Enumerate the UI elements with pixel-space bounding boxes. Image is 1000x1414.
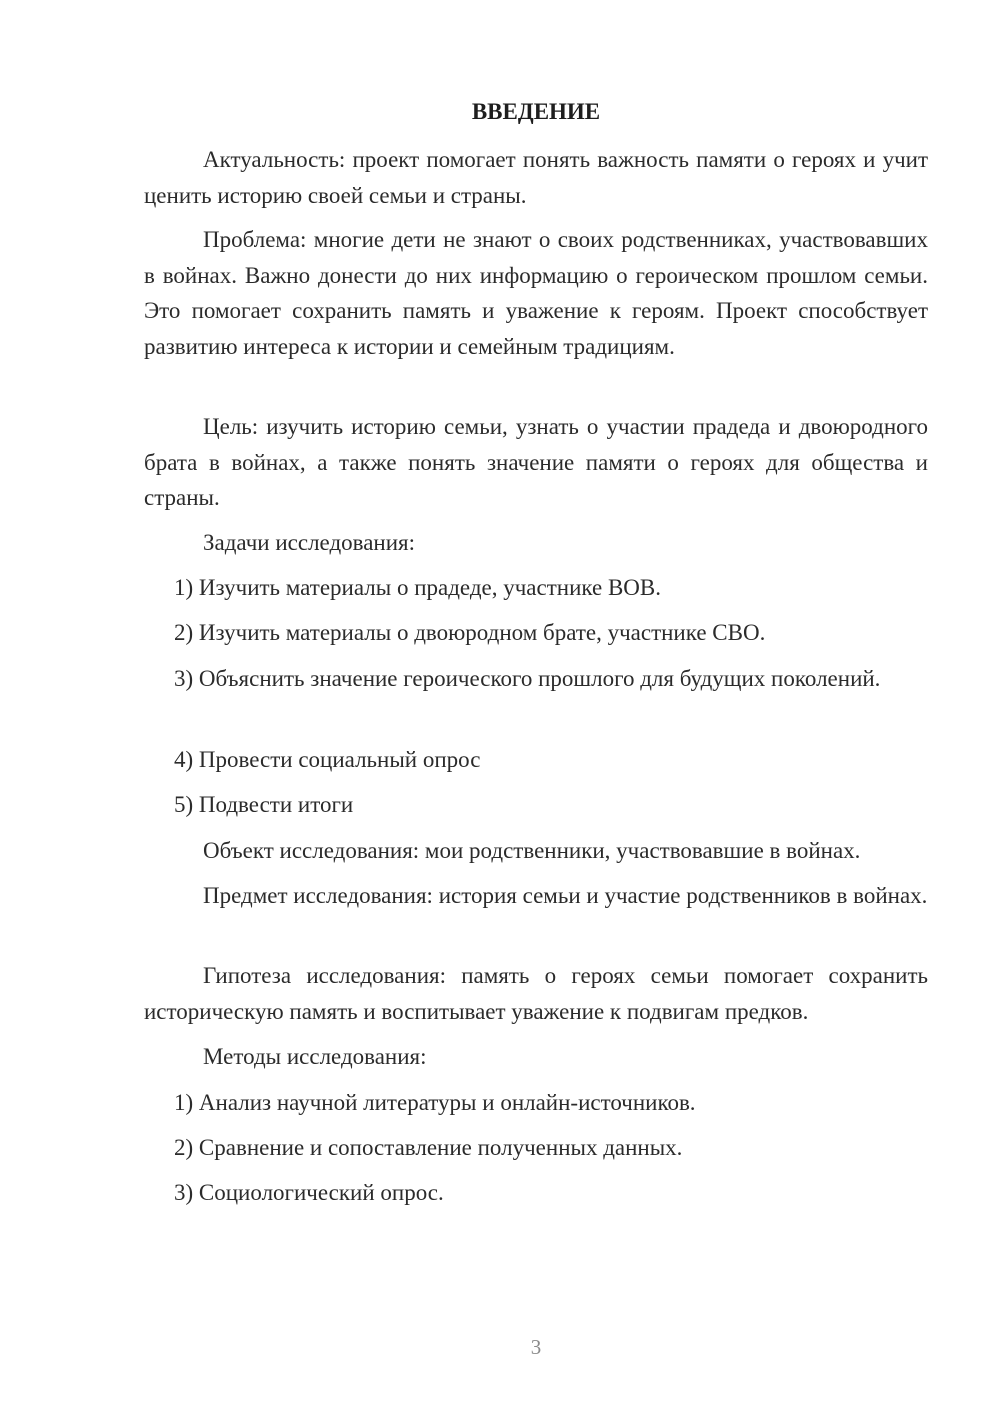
methods-heading: Методы исследования: xyxy=(203,1044,427,1069)
object-paragraph: Объект исследования: мои родственники, участвовавшие в войнах. xyxy=(203,838,861,863)
subject-paragraph: Предмет исследования: история семьи и участие родственников в войнах. xyxy=(203,883,928,908)
method-item-3: 3) Социологический опрос. xyxy=(174,1180,444,1205)
task-item-4: 4) Провести социальный опрос xyxy=(174,747,481,772)
section-heading: ВВЕДЕНИЕ xyxy=(471,99,601,124)
page-number: 3 xyxy=(530,1335,542,1359)
method-item-1: 1) Анализ научной литературы и онлайн-источников. xyxy=(174,1090,696,1115)
goal-paragraph: Цель: изучить историю семьи, узнать о участии прадеда и двоюродного брата в войнах, а также понять значение памяти о героях для общества и страны. xyxy=(144,414,928,510)
hypothesis-paragraph: Гипотеза исследования: память о героях семьи помогает сохранить историческую память и воспитывает уважение к подвигам предков. xyxy=(144,963,928,1024)
document-page xyxy=(144,0,928,1414)
tasks-heading: Задачи исследования: xyxy=(203,530,416,555)
task-item-3: 3) Объяснить значение героического прошлого для будущих поколений. xyxy=(174,666,881,691)
task-item-2: 2) Изучить материалы о двоюродном брате, участнике СВО. xyxy=(174,620,766,645)
task-item-5: 5) Подвести итоги xyxy=(174,792,354,817)
problem-paragraph: Проблема: многие дети не знают о своих родственниках, участвовавших в войнах. Важно донести до них информацию о героическом прошлом семьи. Это помогает сохранить память и уважение к героям. Проект способствует развитию интереса к истории и семейным традициям. xyxy=(144,227,928,359)
task-item-1: 1) Изучить материалы о прадеде, участнике ВОВ. xyxy=(174,575,661,600)
relevance-paragraph: Актуальность: проект помогает понять важность памяти о героях и учит ценить историю своей семьи и страны. xyxy=(144,147,928,208)
method-item-2: 2) Сравнение и сопоставление полученных данных. xyxy=(174,1135,683,1160)
